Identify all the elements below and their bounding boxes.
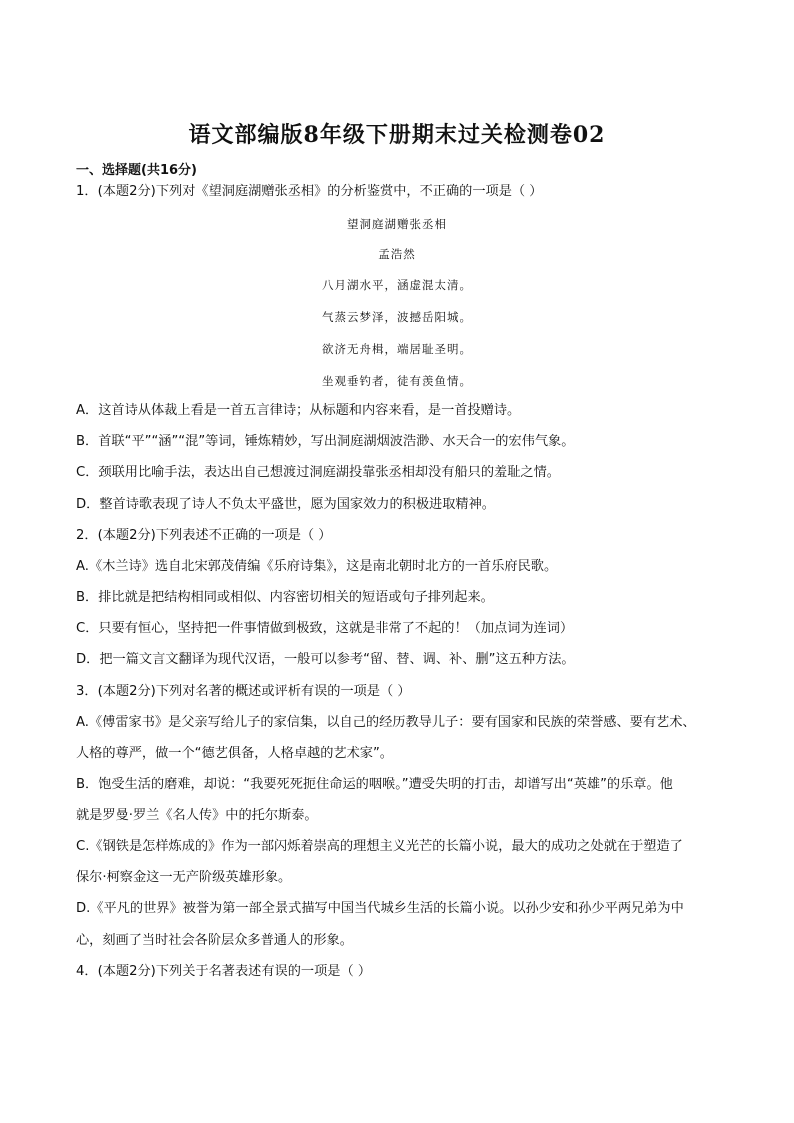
page-title: 语文部编版8年级下册期末过关检测卷02 bbox=[188, 122, 606, 148]
question-1-option-d: D．整首诗歌表现了诗人不负太平盛世，愿为国家效力的积极进取精神。 bbox=[76, 497, 495, 512]
question-2-option-b: B．排比就是把结构相同或相似、内容密切相关的短语或句子排列起来。 bbox=[76, 590, 494, 605]
question-2-stem: 2．(本题2分)下列表述不正确的一项是（ ） bbox=[76, 528, 332, 543]
question-3-option-a-cont: 人格的尊严，做一个“德艺俱备，人格卓越的艺术家”。 bbox=[76, 746, 393, 761]
poem-line: 气蒸云梦泽，波撼岳阳城。 bbox=[322, 310, 472, 324]
poem-author: 孟浩然 bbox=[378, 247, 416, 261]
question-2-option-d: D．把一篇文言文翻译为现代汉语，一般可以参考“留、替、调、补、删”这五种方法。 bbox=[76, 652, 575, 667]
question-3-option-d: D.《平凡的世界》被誉为第一部全景式描写中国当代城乡生活的长篇小说。以孙少安和孙少平两兄弟为中 bbox=[76, 901, 684, 916]
question-1-option-b: B．首联“平”“涵”“混”等词，锤炼精妙，写出洞庭湖烟波浩渺、水天合一的宏伟气象。 bbox=[76, 434, 575, 449]
question-3-option-d-cont: 心，刻画了当时社会各阶层众多普通人的形象。 bbox=[76, 933, 353, 948]
poem-line: 八月湖水平，涵虚混太清。 bbox=[322, 278, 472, 292]
question-2-option-a: A.《木兰诗》选自北宋郭茂倩编《乐府诗集》，这是南北朝时北方的一首乐府民歌。 bbox=[76, 559, 558, 574]
poem-title: 望洞庭湖赠张丞相 bbox=[347, 217, 447, 231]
question-3-option-b: B．饱受生活的磨难，却说：“我要死死扼住命运的咽喉。”遭受失明的打击，却谱写出“英雄”的乐章。他 bbox=[76, 777, 673, 792]
question-3-stem: 3．(本题2分)下列对名著的概述或评析有误的一项是（ ） bbox=[76, 684, 411, 699]
section-heading: 一、选择题(共16分) bbox=[76, 163, 197, 178]
question-1-option-a: A．这首诗从体裁上看是一首五言律诗；从标题和内容来看，是一首投赠诗。 bbox=[76, 403, 521, 418]
question-3-option-c: C.《钢铁是怎样炼成的》作为一部闪烁着崇高的理想主义光芒的长篇小说，最大的成功之处就在于塑造了 bbox=[76, 839, 683, 854]
question-3-option-a: A.《傅雷家书》是父亲写给儿子的家信集，以自己的经历教导儿子：要有国家和民族的荣誉感、要有艺术、 bbox=[76, 715, 696, 730]
question-3-option-b-cont: 就是罗曼·罗兰《名人传》中的托尔斯泰。 bbox=[76, 808, 318, 823]
poem-line: 坐观垂钓者，徒有羡鱼情。 bbox=[322, 374, 472, 388]
question-4-stem: 4．(本题2分)下列关于名著表述有误的一项是（ ） bbox=[76, 964, 372, 979]
question-2-option-c: C．只要有恒心，坚持把一件事情做到极致，这就是非常了不起的！（加点词为连词） bbox=[76, 621, 574, 636]
question-3-option-c-cont: 保尔·柯察金这一无产阶级英雄形象。 bbox=[76, 870, 292, 885]
question-1-option-c: C．颈联用比喻手法，表达出自己想渡过洞庭湖投靠张丞相却没有船只的羞耻之情。 bbox=[76, 465, 560, 480]
poem-line: 欲济无舟楫，端居耻圣明。 bbox=[322, 342, 472, 356]
question-1-stem: 1．(本题2分)下列对《望洞庭湖赠张丞相》的分析鉴赏中，不正确的一项是（ ） bbox=[76, 184, 543, 199]
